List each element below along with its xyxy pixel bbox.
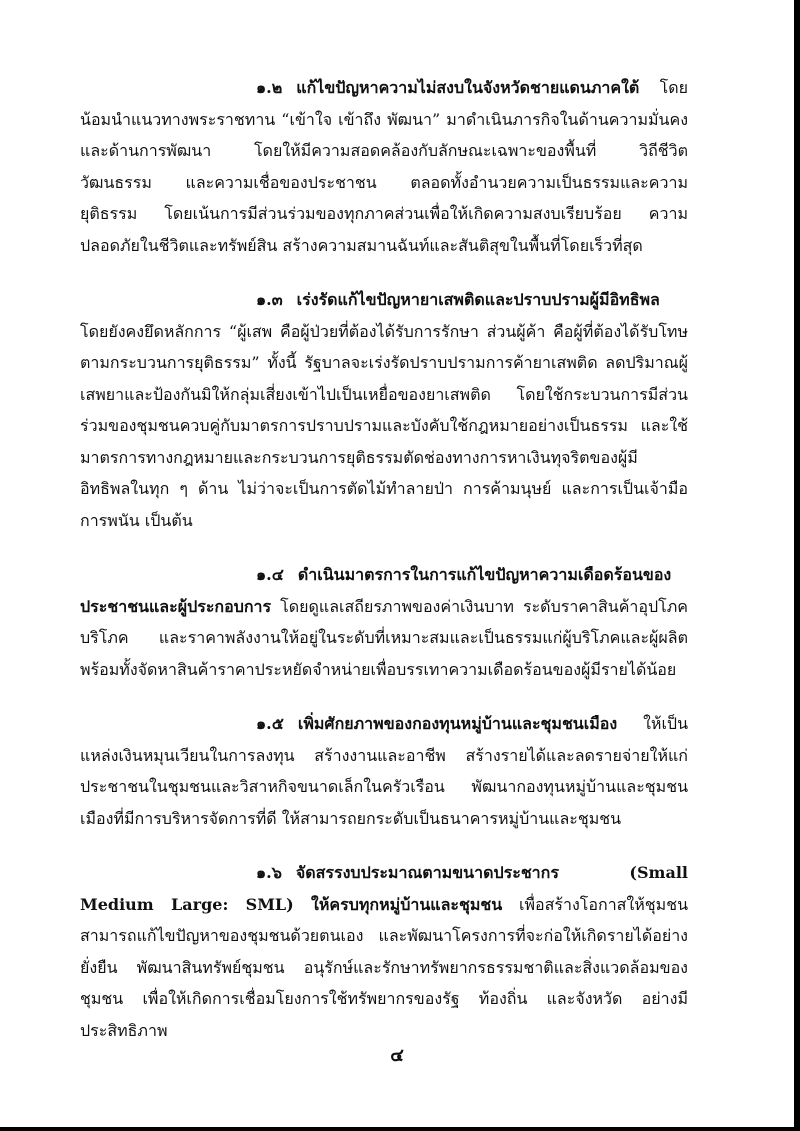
section-body: โดยน้อมนำแนวทางพระราชทาน “เข้าใจ เข้าถึง พัฒนา” มาดำเนินภารกิจในด้านความมั่นคงและด้านการพัฒนา โดยให้มีความสอดคล้องกับลักษณะเฉพาะของพื้นที่ วิถีชีวิต วัฒนธรรม และความเชื่อของประชาชน ตลอดทั้งอำนวยความเป็นธรรมและความยุติธรรม โดยเน้นการมีส่วนร่วมของทุกภาคส่วนเพื่อให้เกิดความสงบเรียบร้อย ความปลอดภัยในชีวิตและทรัพย์สิน สร้างความสมานฉันท์และสันติสุขในพื้นที่โดยเร็วที่สุด [80, 78, 688, 255]
section-number: ๑.๕ [256, 714, 284, 733]
section-heading: จัดสรรงบประมาณตามขนาดประชากร (Small Medium Large: SML) ให้ครบทุกหมู่บ้านและชุมชน [80, 863, 688, 914]
section-number: ๑.๔ [256, 565, 284, 584]
section-body: โดยดูแลเสถียรภาพของค่าเงินบาท ระดับราคาสินค้าอุปโภคบริโภค และราคาพลังงานให้อยู่ในระดับที่เหมาะสมและเป็นธรรมแก่ผู้บริโภคและผู้ผลิต พร้อมทั้งจัดหาสินค้าราคาประหยัดจำหน่ายเพื่อบรรเทาความเดือดร้อนของผู้มีรายได้น้อย [80, 596, 688, 679]
section-1-4 [80, 559, 688, 685]
section-heading: เร่งรัดแก้ไขปัญหายาเสพติดและปราบปรามผู้มีอิทธิพล [296, 290, 660, 309]
section-heading: ดำเนินมาตรการในการแก้ไขปัญหาความเดือดร้อนของประชาชนและผู้ประกอบการ [80, 565, 672, 616]
section-body: เพื่อสร้างโอกาสให้ชุมชนสามารถแก้ไขปัญหาของชุมชนด้วยตนเอง และพัฒนาโครงการที่จะก่อให้เกิดรายได้อย่างยั่งยืน พัฒนาสินทรัพย์ชุมชน อนุรักษ์และรักษาทรัพยากรธรรมชาติและสิ่งแวดล้อมของชุมชน เพื่อให้เกิดการเชื่อมโยงการใช้ทรัพยากรของรัฐ ท้องถิ่น และจังหวัด อย่างมีประสิทธิภาพ [80, 894, 688, 1040]
section-1-2 [80, 72, 688, 261]
document-body [80, 72, 688, 1069]
section-body: ให้เป็นแหล่งเงินหมุนเวียนในการลงทุน สร้างงานและอาชีพ สร้างรายได้และลดรายจ่ายให้แก่ประชาชนในชุมชนและวิสาหกิจขนาดเล็กในครัวเรือน พัฒนากองทุนหมู่บ้านและชุมชนเมืองที่มีการบริหารจัดการที่ดี ให้สามารถยกระดับเป็นธนาคารหมู่บ้านและชุมชน [80, 714, 688, 828]
page-number: ๔ [390, 1045, 404, 1066]
section-heading: แก้ไขปัญหาความไม่สงบในจังหวัดชายแดนภาคใต้ [296, 78, 640, 97]
section-heading: เพิ่มศักยภาพของกองทุนหมู่บ้านและชุมชนเมือง [297, 714, 618, 733]
section-1-6 [80, 857, 688, 1046]
section-1-3 [80, 284, 688, 536]
section-number: ๑.๒ [256, 78, 283, 97]
section-1-5 [80, 708, 688, 834]
section-number: ๑.๖ [256, 863, 282, 882]
section-body: โดยยังคงยึดหลักการ “ผู้เสพ คือผู้ป่วยที่ต้องได้รับการรักษา ส่วนผู้ค้า คือผู้ที่ต้องได้รับโทษตามกระบวนการยุติธรรม” ทั้งนี้ รัฐบาลจะเร่งรัดปราบปรามการค้ายาเสพติด ลดปริมาณผู้เสพยาและป้องกันมิให้กลุ่มเสี่ยงเข้าไปเป็นเหยื่อของยาเสพติด โดยใช้กระบวนการมีส่วนร่วมของชุมชนควบคู่กับมาตรการปราบปรามและบังคับใช้กฎหมายอย่างเป็นธรรม และใช้มาตรการทางกฎหมายและกระบวนการยุติธรรมตัดช่องทางการหาเงินทุจริตของผู้มีอิทธิพลในทุก ๆ ด้าน ไม่ว่าจะเป็นการตัดไม้ทำลายป่า การค้ามนุษย์ และการเป็นเจ้ามือการพนัน เป็นต้น [80, 321, 688, 530]
section-number: ๑.๓ [256, 290, 283, 309]
